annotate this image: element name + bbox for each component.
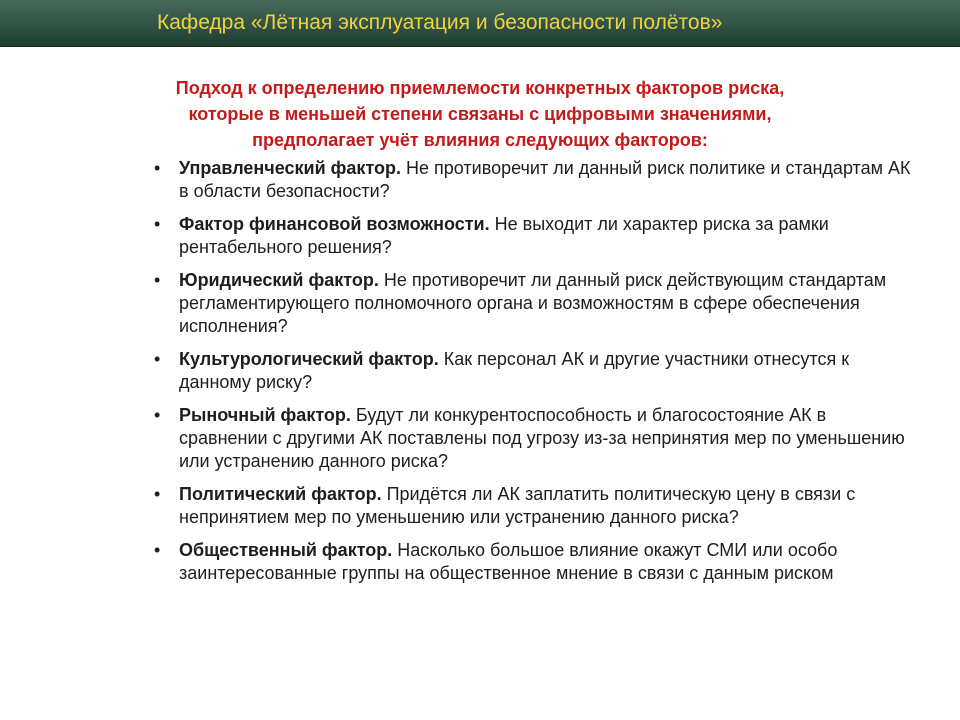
factor-name: Управленческий фактор.	[179, 158, 402, 178]
header-title: Кафедра «Лётная эксплуатация и безопасности полётов»	[157, 11, 723, 34]
factor-description: Не выходит ли характер риска за рамки рентабельного решения?	[179, 214, 829, 257]
intro-line: предполагает учёт влияния следующих факторов:	[252, 130, 708, 150]
factor-name: Культурологический фактор.	[179, 349, 439, 369]
factor-item-management	[154, 157, 914, 203]
factor-item-cultural	[154, 348, 914, 394]
factor-item-legal	[154, 269, 914, 338]
factor-description: Не противоречит ли данный риск действующим стандартам регламентирующего полномочного органа и возможностям в сфере обеспечения исполнения?	[179, 270, 887, 336]
intro-line: Подход к определению приемлемости конкретных факторов риска,	[175, 78, 785, 98]
bullet-icon: •	[154, 270, 161, 290]
factor-name: Юридический фактор.	[179, 270, 379, 290]
intro-line: которые в меньшей степени связаны с цифровыми значениями,	[188, 104, 772, 124]
factor-description: Придётся ли АК заплатить политическую цену в связи с непринятием мер по уменьшению или устранению данного риска?	[179, 484, 856, 527]
factor-item-political	[154, 483, 914, 529]
factor-description: Не противоречит ли данный риск политике и стандартам АК в области безопасности?	[179, 158, 911, 201]
factor-name: Общественный фактор.	[179, 540, 393, 560]
bullet-icon: •	[154, 484, 161, 504]
factor-item-financial	[154, 213, 914, 259]
factor-name: Рыночный фактор.	[179, 405, 351, 425]
factor-description: Как персонал АК и другие участники отнесутся к данному риску?	[179, 349, 850, 392]
header-bar	[0, 0, 960, 47]
factor-item-social	[154, 539, 914, 585]
bullet-icon: •	[154, 158, 161, 178]
factor-description: Насколько большое влияние окажут СМИ или особо заинтересованные группы на общественное мнение в связи с данным риском	[179, 540, 838, 583]
factor-list	[154, 157, 914, 595]
factor-description: Будут ли конкурентоспособность и благосостояние АК в сравнении с другими АК поставлены под угрозу из-за непринятия мер по уменьшению или устранению данного риска?	[179, 405, 905, 471]
bullet-icon: •	[154, 540, 161, 560]
factor-name: Фактор финансовой возможности.	[179, 214, 490, 234]
intro-text	[60, 75, 900, 153]
bullet-icon: •	[154, 349, 161, 369]
bullet-icon: •	[154, 214, 161, 234]
factor-item-market	[154, 404, 914, 473]
factor-name: Политический фактор.	[179, 484, 382, 504]
bullet-icon: •	[154, 405, 161, 425]
